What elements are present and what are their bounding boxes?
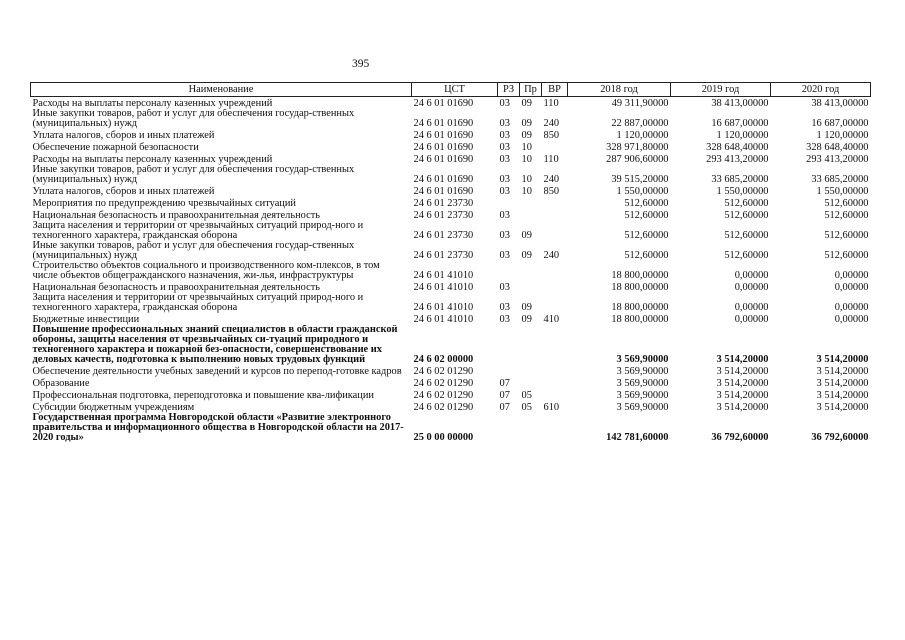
- row-cst: 24 6 01 01690: [413, 141, 474, 153]
- table-row: [31, 313, 871, 325]
- row-rz: 03: [499, 209, 510, 221]
- row-value-2018: 142 781,60000: [606, 431, 669, 443]
- row-vr: 610: [543, 401, 560, 413]
- row-pr: 09: [521, 301, 532, 313]
- row-rz: 03: [499, 129, 510, 141]
- row-name: Уплата налогов, сборов и иных платежей: [32, 129, 215, 141]
- row-pr: 09: [521, 117, 532, 129]
- row-value-2019: 512,60000: [724, 249, 769, 261]
- row-value-2020: 0,00000: [834, 269, 869, 281]
- row-rz: [498, 261, 520, 281]
- row-rz: 07: [499, 389, 510, 401]
- row-rz: 07: [499, 377, 510, 389]
- row-name: Расходы на выплаты персоналу казенных учреждений: [32, 153, 273, 165]
- row-cst: 24 6 01 01690: [413, 117, 474, 129]
- row-value-2020: 16 687,00000: [811, 117, 869, 129]
- col-header-cst: ЦСТ: [412, 83, 498, 97]
- row-value-2019: 33 685,20000: [711, 173, 769, 185]
- row-value-2018: 18 800,00000: [611, 313, 669, 325]
- row-rz: 03: [499, 117, 510, 129]
- row-name: Образование: [32, 377, 90, 389]
- row-vr: 110: [543, 97, 559, 109]
- row-value-2019: 328 648,40000: [706, 141, 769, 153]
- row-vr: [542, 377, 568, 389]
- page-number: 395: [352, 58, 370, 70]
- row-vr: 850: [543, 129, 560, 141]
- row-vr: [542, 389, 568, 401]
- row-name: Расходы на выплаты персоналу казенных учреждений: [32, 97, 273, 109]
- row-value-2019: 3 514,20000: [716, 353, 769, 365]
- row-pr: [520, 365, 542, 377]
- col-header-2019: 2019 год: [671, 83, 771, 97]
- row-name: Строительство объектов социального и производственного ком-плексов, в том числе объектов общегражданского назначения, жи-лья, инфраструктуры: [32, 260, 380, 281]
- row-vr: [542, 209, 568, 221]
- table-row: [31, 293, 871, 313]
- row-value-2019: 1 550,00000: [716, 185, 769, 197]
- row-rz: 03: [499, 313, 510, 325]
- row-pr: [520, 413, 542, 443]
- row-pr: 09: [521, 129, 532, 141]
- row-rz: [498, 365, 520, 377]
- row-rz: 07: [499, 401, 510, 413]
- row-pr: 09: [521, 97, 532, 109]
- row-value-2018: 3 569,90000: [616, 401, 669, 413]
- row-vr: [542, 365, 568, 377]
- row-name: Иные закупки товаров, работ и услуг для обеспечения государ-ственных (муниципальных) нужд: [32, 164, 355, 185]
- row-value-2018: 1 120,00000: [616, 129, 669, 141]
- table-row: [31, 365, 871, 377]
- row-value-2018: 18 800,00000: [611, 269, 669, 281]
- row-value-2019: 0,00000: [734, 281, 769, 293]
- row-value-2020: 512,60000: [824, 197, 869, 209]
- row-vr: 110: [543, 153, 559, 165]
- table-header-row: [31, 83, 871, 97]
- row-value-2018: 39 515,20000: [611, 173, 669, 185]
- row-vr: [542, 221, 568, 241]
- table-row: [31, 241, 871, 261]
- col-header-pr: Пр: [520, 83, 542, 97]
- row-pr: [520, 197, 542, 209]
- row-value-2020: 328 648,40000: [806, 141, 869, 153]
- col-header-name: Наименование: [31, 83, 412, 97]
- table-row: [31, 141, 871, 153]
- row-value-2019: 36 792,60000: [711, 431, 769, 443]
- table-row: [31, 325, 871, 365]
- row-name: Уплата налогов, сборов и иных платежей: [32, 185, 215, 197]
- row-pr: 10: [521, 185, 532, 197]
- row-value-2020: 1 120,00000: [816, 129, 869, 141]
- row-name: Профессиональная подготовка, переподготовка и повышение ква-лификации: [32, 389, 374, 401]
- row-value-2018: 3 569,90000: [616, 389, 669, 401]
- row-vr: 240: [543, 173, 560, 185]
- row-cst: 24 6 02 01290: [413, 377, 474, 389]
- table-row: [31, 129, 871, 141]
- row-value-2018: 3 569,90000: [616, 365, 669, 377]
- row-value-2020: 0,00000: [834, 281, 869, 293]
- row-vr: [542, 261, 568, 281]
- row-value-2020: 0,00000: [834, 301, 869, 313]
- row-cst: 24 6 02 01290: [413, 389, 474, 401]
- row-name: Бюджетные инвестиции: [32, 313, 140, 325]
- row-vr: 850: [543, 185, 560, 197]
- row-pr: 10: [521, 141, 532, 153]
- row-rz: 03: [499, 153, 510, 165]
- table-row: [31, 197, 871, 209]
- table-row: [31, 281, 871, 293]
- col-header-2018: 2018 год: [568, 83, 671, 97]
- row-vr: 240: [543, 117, 560, 129]
- row-value-2019: 3 514,20000: [716, 365, 769, 377]
- row-pr: [520, 377, 542, 389]
- row-value-2019: 512,60000: [724, 209, 769, 221]
- row-rz: [498, 197, 520, 209]
- table-row: [31, 413, 871, 443]
- table-row: [31, 389, 871, 401]
- row-value-2020: 3 514,20000: [816, 401, 869, 413]
- table-row: [31, 165, 871, 185]
- row-value-2018: 22 887,00000: [611, 117, 669, 129]
- row-value-2020: 3 514,20000: [816, 365, 869, 377]
- table-row: [31, 261, 871, 281]
- row-name: Иные закупки товаров, работ и услуг для обеспечения государ-ственных (муниципальных) нужд: [32, 108, 355, 129]
- row-rz: 03: [499, 141, 510, 153]
- row-value-2018: 328 971,80000: [606, 141, 669, 153]
- row-cst: 24 6 01 23730: [413, 229, 474, 241]
- row-value-2018: 18 800,00000: [611, 301, 669, 313]
- row-vr: [542, 325, 568, 365]
- row-vr: 240: [543, 249, 560, 261]
- row-pr: 09: [521, 249, 532, 261]
- row-pr: 09: [521, 229, 532, 241]
- row-cst: 24 6 01 01690: [413, 153, 474, 165]
- row-value-2019: 0,00000: [734, 269, 769, 281]
- row-cst: 24 6 01 23730: [413, 209, 474, 221]
- row-cst: 24 6 01 01690: [413, 97, 474, 109]
- row-value-2019: 3 514,20000: [716, 377, 769, 389]
- col-header-vr: ВР: [542, 83, 568, 97]
- row-rz: [498, 413, 520, 443]
- row-value-2019: 512,60000: [724, 197, 769, 209]
- row-pr: [520, 325, 542, 365]
- row-cst: 24 6 01 41010: [413, 281, 474, 293]
- row-vr: [542, 413, 568, 443]
- row-pr: [520, 209, 542, 221]
- row-value-2020: 36 792,60000: [811, 431, 869, 443]
- row-rz: 03: [499, 281, 510, 293]
- row-name: Повышение профессиональных знаний специалистов в области гражданской обороны, защиты населения от чрезвычайных си-туаций природного и техногенного характера и пожарной без-опасности, совершенствование их деловых качеств, подготовка к выполнению новых трудовых функций: [32, 324, 398, 365]
- row-name: Мероприятия по предупреждению чрезвычайных ситуаций: [32, 197, 296, 209]
- budget-table: [30, 82, 871, 443]
- row-cst: 24 6 01 41010: [413, 301, 474, 313]
- row-name: Защита населения и территории от чрезвычайных ситуаций природ-ного и техногенного характера, гражданская оборона: [32, 220, 364, 241]
- row-value-2020: 1 550,00000: [816, 185, 869, 197]
- row-rz: 03: [499, 229, 510, 241]
- row-pr: 05: [521, 401, 532, 413]
- row-value-2018: 512,60000: [624, 209, 669, 221]
- row-name: Субсидии бюджетным учреждениям: [32, 401, 195, 413]
- row-value-2020: 3 514,20000: [816, 377, 869, 389]
- row-vr: [542, 141, 568, 153]
- row-value-2019: 38 413,00000: [711, 97, 769, 109]
- row-cst: 24 6 01 41010: [413, 269, 474, 281]
- row-cst: 25 0 00 00000: [413, 431, 474, 443]
- row-cst: 24 6 02 01290: [413, 401, 474, 413]
- row-value-2020: 512,60000: [824, 249, 869, 261]
- row-rz: 03: [499, 185, 510, 197]
- row-value-2020: 3 514,20000: [816, 389, 869, 401]
- row-value-2020: 293 413,20000: [806, 153, 869, 165]
- row-value-2018: 3 569,90000: [616, 353, 669, 365]
- row-value-2020: 512,60000: [824, 209, 869, 221]
- row-name: Обеспечение пожарной безопасности: [32, 141, 199, 153]
- row-cst: 24 6 01 41010: [413, 313, 474, 325]
- table-row: [31, 185, 871, 197]
- row-value-2020: 3 514,20000: [816, 353, 869, 365]
- row-cst: 24 6 01 01690: [413, 129, 474, 141]
- col-header-2020: 2020 год: [771, 83, 871, 97]
- row-value-2019: 1 120,00000: [716, 129, 769, 141]
- row-cst: 24 6 02 01290: [413, 365, 474, 377]
- row-value-2018: 287 906,60000: [606, 153, 669, 165]
- row-value-2020: 38 413,00000: [811, 97, 869, 109]
- row-value-2019: 3 514,20000: [716, 401, 769, 413]
- table-body: [31, 97, 871, 443]
- row-pr: 05: [521, 389, 532, 401]
- row-rz: 03: [499, 301, 510, 313]
- row-pr: 10: [521, 153, 532, 165]
- table-row: [31, 209, 871, 221]
- row-cst: 24 6 01 01690: [413, 185, 474, 197]
- row-value-2019: 16 687,00000: [711, 117, 769, 129]
- row-name: Иные закупки товаров, работ и услуг для обеспечения государ-ственных (муниципальных) нужд: [32, 240, 355, 261]
- table-row: [31, 153, 871, 165]
- col-header-rz: РЗ: [498, 83, 520, 97]
- row-pr: 09: [521, 313, 532, 325]
- row-pr: [520, 281, 542, 293]
- row-rz: [498, 325, 520, 365]
- row-value-2019: 293 413,20000: [706, 153, 769, 165]
- row-value-2018: 3 569,90000: [616, 377, 669, 389]
- row-rz: 03: [499, 97, 510, 109]
- table-row: [31, 97, 871, 109]
- row-value-2019: 0,00000: [734, 313, 769, 325]
- table-row: [31, 221, 871, 241]
- row-pr: [520, 261, 542, 281]
- row-name: Защита населения и территории от чрезвычайных ситуаций природ-ного и техногенного характера, гражданская оборона: [32, 292, 364, 313]
- row-name: Обеспечение деятельности учебных заведений и курсов по перепод-готовке кадров: [32, 365, 402, 377]
- row-value-2018: 49 311,90000: [611, 97, 669, 109]
- row-value-2020: 0,00000: [834, 313, 869, 325]
- row-value-2018: 512,60000: [624, 249, 669, 261]
- row-value-2018: 18 800,00000: [611, 281, 669, 293]
- table-row: [31, 377, 871, 389]
- row-rz: 03: [499, 249, 510, 261]
- row-value-2020: 33 685,20000: [811, 173, 869, 185]
- row-pr: 10: [521, 173, 532, 185]
- row-value-2019: 0,00000: [734, 301, 769, 313]
- row-cst: 24 6 01 01690: [413, 173, 474, 185]
- row-value-2018: 512,60000: [624, 197, 669, 209]
- row-cst: 24 6 02 00000: [413, 353, 474, 365]
- row-vr: [542, 293, 568, 313]
- row-value-2019: 512,60000: [724, 229, 769, 241]
- row-vr: 410: [543, 313, 560, 325]
- row-value-2020: 512,60000: [824, 229, 869, 241]
- row-value-2018: 512,60000: [624, 229, 669, 241]
- row-name: Национальная безопасность и правоохранительная деятельность: [32, 281, 320, 293]
- row-vr: [542, 197, 568, 209]
- table-row: [31, 401, 871, 413]
- row-vr: [542, 281, 568, 293]
- row-rz: 03: [499, 173, 510, 185]
- table-row: [31, 109, 871, 129]
- row-cst: 24 6 01 23730: [413, 197, 474, 209]
- row-name: Государственная программа Новгородской области «Развитие электронного правительства и информационного общества в Новгородской области на 2017-2020 годы»: [32, 412, 404, 443]
- row-name: Национальная безопасность и правоохранительная деятельность: [32, 209, 320, 221]
- row-value-2018: 1 550,00000: [616, 185, 669, 197]
- row-value-2019: 3 514,20000: [716, 389, 769, 401]
- row-cst: 24 6 01 23730: [413, 249, 474, 261]
